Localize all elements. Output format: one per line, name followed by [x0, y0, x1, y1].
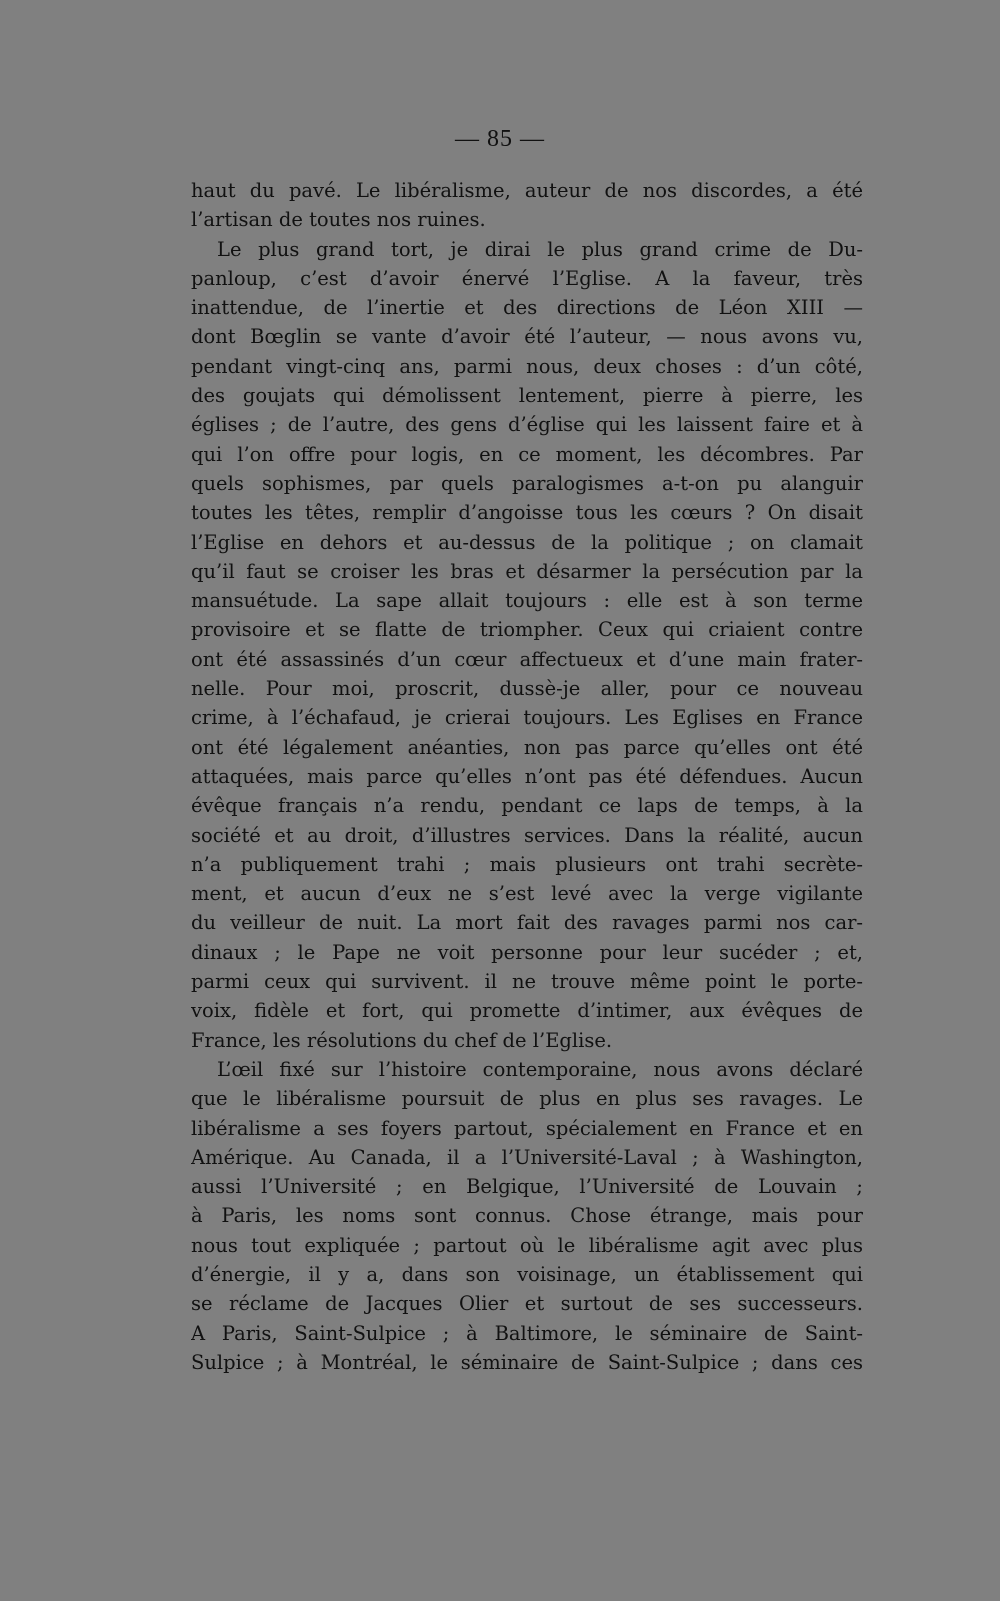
text-line: évêque français n’a rendu, pendant ce laps de temps, à la — [191, 794, 863, 818]
text-line: d’énergie, il y a, dans son voisinage, un établissement qui — [191, 1262, 863, 1286]
body-text — [191, 176, 863, 1377]
text-line: qu’il faut se croiser les bras et désarmer la persécution par la — [191, 559, 863, 583]
text-line: nelle. Pour moi, proscrit, dussè-je aller, pour ce nouveau — [191, 677, 863, 701]
text-line: France, les résolutions du chef de l’Eglise. — [191, 1028, 613, 1052]
text-line: Le plus grand tort, je dirai le plus grand crime de Du- — [217, 237, 863, 261]
text-line: ont été assassinés d’un cœur affectueux et d’une main frater- — [191, 647, 863, 671]
text-line: haut du pavé. Le libéralisme, auteur de nos discordes, a été — [191, 179, 863, 202]
page-number: — 85 — — [455, 126, 545, 152]
text-line: à Paris, les noms sont connus. Chose étrange, mais pour — [191, 1204, 863, 1228]
text-line: que le libéralisme poursuit de plus en plus ses ravages. Le — [191, 1087, 863, 1111]
text-line: l’artisan de toutes nos ruines. — [191, 208, 486, 232]
text-line: du veilleur de nuit. La mort fait des ravages parmi nos car- — [191, 911, 863, 935]
text-line: société et au droit, d’illustres services. Dans la réalité, aucun — [191, 823, 863, 847]
text-line: qui l’on offre pour logis, en ce moment, les décombres. Par — [191, 442, 863, 466]
text-line: Amérique. Au Canada, il a l’Université-Laval ; à Washington, — [191, 1145, 863, 1169]
text-line: libéralisme a ses foyers partout, spécialement en France et en — [191, 1116, 863, 1140]
text-line: voix, fidèle et fort, qui promette d’intimer, aux évêques de — [191, 999, 863, 1023]
text-line: Sulpice ; à Montréal, le séminaire de Saint-Sulpice ; dans ces — [191, 1350, 863, 1374]
text-line: panloup, c’est d’avoir énervé l’Eglise. A la faveur, très — [191, 266, 863, 290]
text-line: pendant vingt-cinq ans, parmi nous, deux choses : d’un côté, — [191, 354, 863, 378]
text-line: attaquées, mais parce qu’elles n’ont pas été défendues. Aucun — [191, 764, 863, 788]
text-line: l’Eglise en dehors et au-dessus de la politique ; on clamait — [191, 530, 863, 554]
text-line: provisoire et se flatte de triompher. Ceux qui criaient contre — [191, 618, 863, 642]
text-line: des goujats qui démolissent lentement, pierre à pierre, les — [191, 384, 863, 408]
text-line: se réclame de Jacques Olier et surtout de ses successeurs. — [191, 1292, 863, 1316]
text-line: L’œil fixé sur l’histoire contemporaine, nous avons déclaré — [217, 1057, 863, 1081]
text-line: nous tout expliquée ; partout où le libéralisme agit avec plus — [191, 1233, 863, 1257]
text-line: toutes les têtes, remplir d’angoisse tous les cœurs ? On disait — [191, 501, 863, 525]
text-line: quels sophismes, par quels paralogismes a-t-on pu alanguir — [191, 471, 863, 495]
text-line: aussi l’Université ; en Belgique, l’Université de Louvain ; — [191, 1175, 863, 1199]
text-line: mansuétude. La sape allait toujours : elle est à son terme — [191, 589, 863, 613]
text-line: ment, et aucun d’eux ne s’est levé avec la verge vigilante — [191, 882, 863, 906]
text-line: parmi ceux qui survivent. il ne trouve même point le porte- — [191, 970, 863, 994]
text-line: dont Bœglin se vante d’avoir été l’auteur, — nous avons vu, — [191, 325, 863, 349]
text-line: crime, à l’échafaud, je crierai toujours. Les Eglises en France — [191, 706, 863, 730]
text-line: ont été légalement anéanties, non pas parce qu’elles ont été — [191, 735, 863, 759]
text-line: n’a publiquement trahi ; mais plusieurs ont trahi secrète- — [191, 852, 863, 876]
text-line: inattendue, de l’inertie et des directions de Léon XIII — — [191, 296, 863, 320]
text-line: églises ; de l’autre, des gens d’église qui les laissent faire et à — [191, 413, 863, 437]
text-line: A Paris, Saint-Sulpice ; à Baltimore, le séminaire de Saint- — [191, 1321, 863, 1345]
text-line: dinaux ; le Pape ne voit personne pour leur sucéder ; et, — [191, 940, 863, 964]
